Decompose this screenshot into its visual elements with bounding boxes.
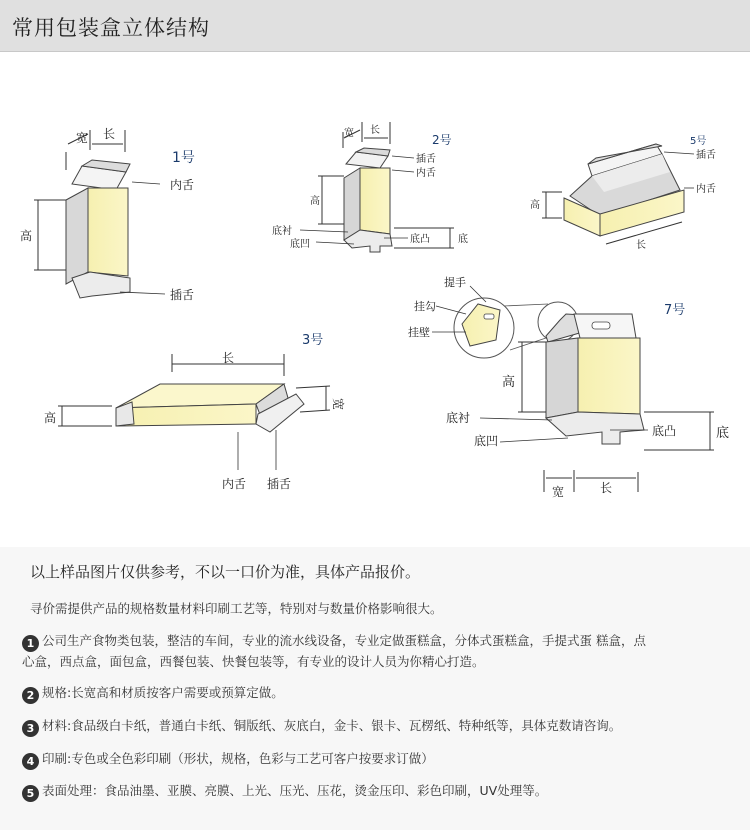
box-1-number: 1号 (172, 150, 195, 166)
box-1-diagram (20, 127, 195, 302)
reference-note: 以上样品图片仅供参考，不以一口价为准，具体产品报价。 (30, 563, 421, 581)
box-2-number: 2号 (432, 133, 452, 147)
item-number-badge: 2 (22, 687, 39, 704)
box-2-length-label: 长 (370, 125, 380, 136)
box-3-inner-tongue-label: 内舌 (222, 477, 247, 491)
box-3-length-label: 长 (222, 351, 235, 365)
box-1-width-label: 宽 (76, 131, 89, 145)
box-5-insert-tongue-label: 插舌 (696, 150, 716, 161)
box-3-insert-tongue-label: 插舌 (267, 477, 292, 491)
section-header (0, 0, 750, 52)
box-5-inner-tongue-label: 内舌 (696, 184, 716, 195)
box-5-height-label: 高 (530, 200, 540, 211)
info-item-3-line1: 材料:食品级白卡纸，普通白卡纸、铜版纸、灰底白，金卡、银卡、瓦楞纸、特种纸等，具体克数请咨询。 (42, 718, 622, 733)
box-7-height-label: 高 (502, 375, 516, 390)
box-5-length-label: 长 (636, 240, 646, 251)
box-7-bottom-concave-label: 底凹 (474, 434, 499, 448)
item-number-badge: 1 (22, 635, 39, 652)
box-2-bottom-lining-label: 底衬 (272, 226, 292, 237)
box-5-number: 5号 (690, 136, 707, 147)
box-1-length-label: 长 (103, 127, 116, 141)
box-3-width-label: 宽 (331, 398, 345, 411)
box-2-bottom-convex-label: 底凸 (410, 234, 430, 245)
box-structure-diagrams (0, 52, 750, 547)
box-2-insert-tongue-label: 插舌 (416, 154, 436, 165)
box-7-diagram (408, 275, 729, 499)
item-number-badge: 3 (22, 720, 39, 737)
box-7-hook-wall-label: 挂壁 (408, 326, 430, 339)
info-item-2-line1: 规格:长宽高和材质按客户需要或预算定做。 (42, 685, 284, 700)
diagrams-svg (0, 52, 750, 547)
box-2-bottom-label: 底 (458, 234, 468, 245)
info-item-4 (22, 749, 750, 770)
box-2-width-label: 宽 (344, 128, 354, 139)
box-2-bottom-concave-label: 底凹 (290, 239, 310, 250)
info-item-5 (22, 781, 750, 802)
box-2-height-label: 高 (310, 196, 320, 207)
info-item-2 (22, 683, 750, 704)
box-7-bottom-label: 底 (716, 426, 730, 441)
info-item-5-line1: 表面处理：食品油墨、亚膜、亮膜、上光、压光、压花，烫金压印、彩色印刷，UV处理等。 (42, 783, 548, 798)
box-3-height-label: 高 (44, 411, 57, 425)
section-title: 常用包装盒立体结构 (12, 16, 210, 40)
info-item-1 (22, 631, 750, 672)
box-1-insert-tongue-label: 插舌 (170, 288, 195, 302)
box-7-length-label: 长 (600, 481, 613, 495)
box-2-inner-tongue-label: 内舌 (416, 168, 436, 179)
box-1-inner-tongue-label: 内舌 (170, 178, 195, 192)
box-7-bottom-lining-label: 底衬 (446, 411, 471, 425)
info-item-1-line2: 心盒，西点盒，面包盒，西餐包装、快餐包装等，有专业的设计人员为你精心打造。 (22, 654, 485, 669)
box-7-bottom-convex-label: 底凸 (652, 424, 677, 438)
box-7-width-label: 宽 (552, 485, 565, 499)
box-3-diagram (44, 333, 345, 491)
item-number-badge: 4 (22, 753, 39, 770)
box-1-height-label: 高 (20, 229, 33, 243)
box-5-diagram (530, 135, 716, 251)
inquiry-note: 寻价需提供产品的规格数量材料印刷工艺等，特别对与数量价格影响很大。 (30, 601, 443, 616)
box-7-number: 7号 (664, 303, 686, 318)
box-7-handle-label: 提手 (444, 276, 466, 289)
info-item-3 (22, 716, 750, 737)
box-2-diagram (272, 122, 468, 252)
info-item-1-line1: 公司生产食物类包装，整洁的车间，专业的流水线设备，专业定做蛋糕盒，分体式蛋糕盒，手提式蛋 糕盒，点 (42, 633, 646, 648)
info-item-4-line1: 印刷:专色或全色彩印刷（形状，规格，色彩与工艺可客户按要求订做） (42, 751, 434, 766)
box-7-hook-label: 挂勾 (414, 300, 436, 313)
product-info-section (0, 547, 750, 830)
box-3-number: 3号 (302, 333, 324, 348)
item-number-badge: 5 (22, 785, 39, 802)
